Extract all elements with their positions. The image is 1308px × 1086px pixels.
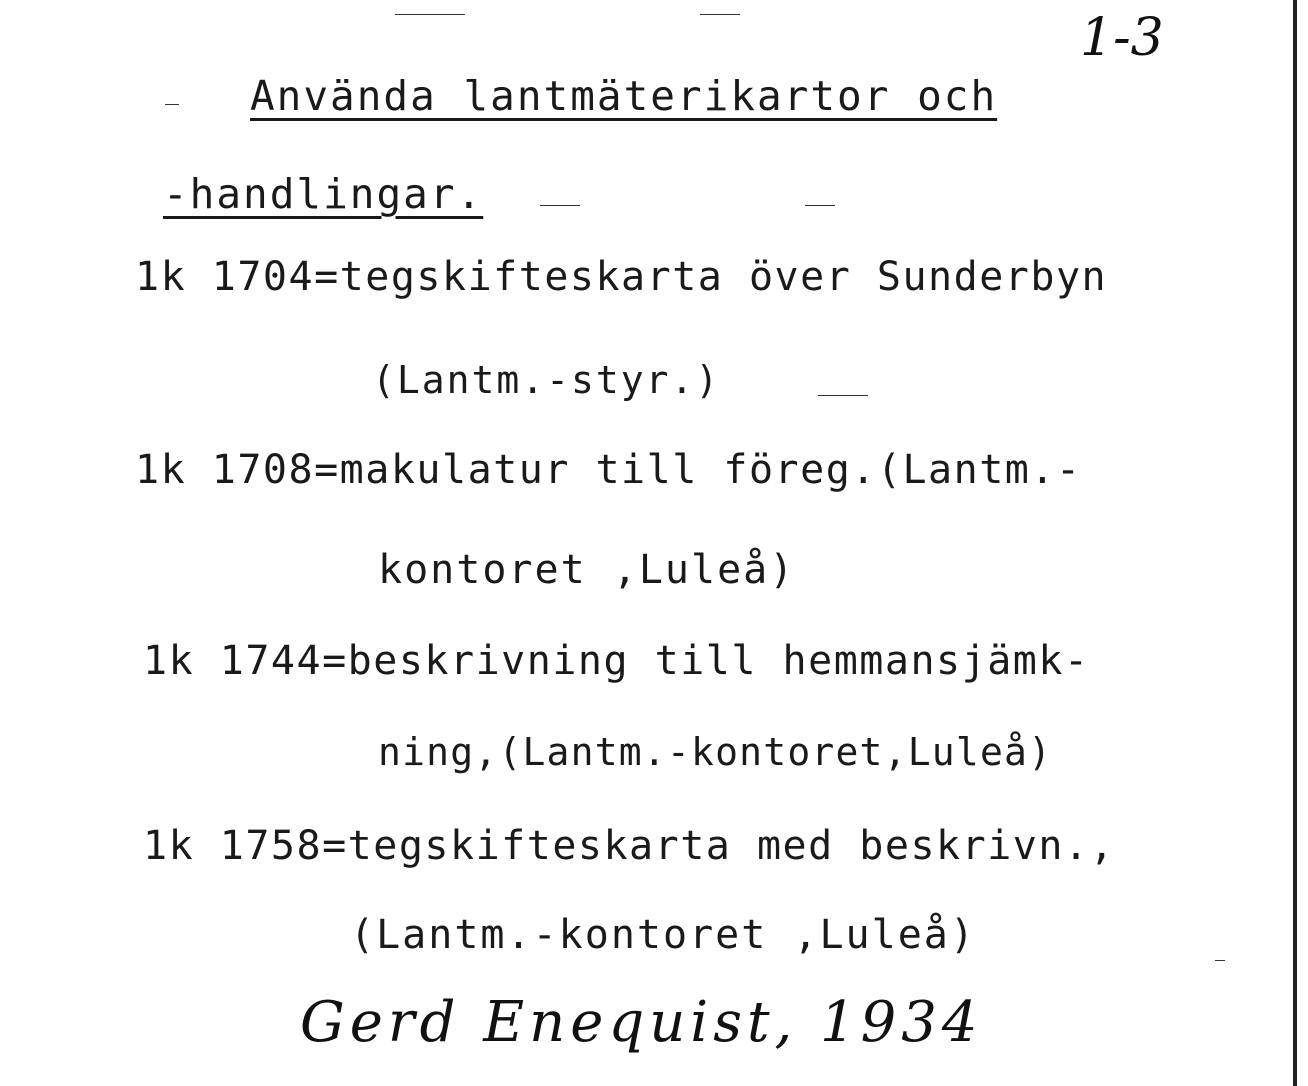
- scan-speck: [700, 14, 740, 15]
- scan-speck: [540, 205, 580, 206]
- entry-3-line-2: ning,(Lantm.-kontoret,Luleå): [378, 730, 1053, 774]
- title-line-1: Använda lantmäterikartor och: [250, 72, 998, 120]
- scan-speck: [818, 395, 868, 396]
- scan-speck: [805, 205, 835, 206]
- entry-4-line-2: (Lantm.-kontoret ,Luleå): [350, 912, 976, 958]
- card-edge: [1293, 0, 1297, 1086]
- card-number: 1-3: [1080, 8, 1164, 68]
- title-line-2: -handlingar.: [163, 170, 484, 218]
- entry-1-line-1: 1k 1704=tegskifteskarta över Sunderbyn: [135, 254, 1108, 300]
- entry-3-line-1: 1k 1744=beskrivning till hemmansjämk-: [143, 638, 1090, 684]
- entry-2-line-1: 1k 1708=makulatur till föreg.(Lantm.-: [135, 447, 1082, 493]
- entry-2-line-2: kontoret ,Luleå): [378, 547, 796, 593]
- entry-1-line-2: (Lantm.-styr.): [372, 358, 721, 402]
- signature: Gerd Enequist, 1934: [300, 990, 983, 1055]
- scan-speck: [165, 104, 179, 105]
- scan-speck: [395, 14, 465, 15]
- scan-speck: [1215, 960, 1225, 961]
- entry-4-line-1: 1k 1758=tegskifteskarta med beskrivn.,: [143, 823, 1116, 869]
